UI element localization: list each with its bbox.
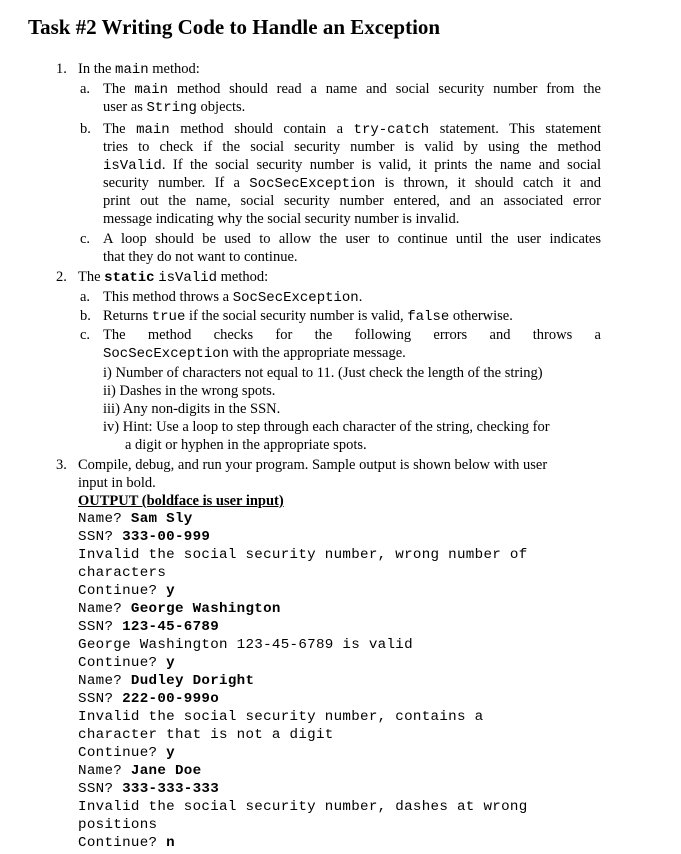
item-2c-iii: iii) Any non-digits in the SSN.	[103, 401, 281, 417]
output-line: George Washington 123-45-6789 is valid	[78, 637, 413, 653]
output-line: character that is not a digit	[78, 727, 334, 743]
item-1b-line4: security number. If a SocSecException is thrown, it should catch it and	[103, 175, 601, 192]
output-line: SSN? 123-45-6789	[78, 619, 220, 635]
item-1b-line6: message indicating why the social security number is invalid.	[103, 211, 460, 227]
item-2b-text: Returns true if the social security number is valid, false otherwise.	[103, 308, 513, 325]
output-line: Invalid the social security number, dashes at wrong	[78, 799, 528, 815]
item-1c-label: c.	[80, 231, 91, 247]
item-1a-label: a.	[80, 81, 91, 97]
output-line: Continue? y	[78, 583, 175, 599]
item-2c-iv-line1: iv) Hint: Use a loop to step through each character of the string, checking for	[103, 419, 550, 435]
output-line: positions	[78, 817, 158, 833]
output-line: Name? Dudley Doright	[78, 673, 255, 689]
output-line: Name? Jane Doe	[78, 763, 202, 779]
output-line: Invalid the social security number, wrong number of	[78, 547, 528, 563]
item-2-intro: The static isValid method:	[78, 269, 269, 286]
item-1a-line2: user as String objects.	[103, 99, 246, 116]
item-3-number: 3.	[56, 457, 67, 473]
output-line: SSN? 222-00-999o	[78, 691, 220, 707]
item-2c-line2: SocSecException with the appropriate message.	[103, 345, 406, 362]
output-line: SSN? 333-00-999	[78, 529, 211, 545]
item-2c-iv-line2: a digit or hyphen in the appropriate spots.	[125, 437, 367, 453]
item-2-number: 2.	[56, 269, 67, 285]
item-2a-text: This method throws a SocSecException.	[103, 289, 363, 306]
item-1b-line2: tries to check if the social security number is valid by using the method	[103, 139, 601, 155]
output-line: Invalid the social security number, contains a	[78, 709, 484, 725]
output-header: OUTPUT (boldface is user input)	[78, 493, 284, 509]
output-line: Continue? y	[78, 655, 175, 671]
page-title: Task #2 Writing Code to Handle an Exception	[28, 15, 441, 39]
item-2c-line1: The method checks for the following errors and throws a	[103, 327, 601, 343]
item-2c-i: i) Number of characters not equal to 11. (Just check the length of the string)	[103, 365, 543, 381]
output-line: Name? George Washington	[78, 601, 281, 617]
item-1c-line1: A loop should be used to allow the user to continue until the user indicates	[103, 231, 601, 247]
item-1b-label: b.	[80, 121, 91, 137]
item-1b-line3: isValid. If the social security number is valid, it prints the name and social	[103, 157, 601, 174]
item-3-line2: input in bold.	[78, 475, 156, 491]
output-line: SSN? 333-333-333	[78, 781, 220, 797]
item-1-number: 1.	[56, 61, 67, 77]
output-line: Continue? n	[78, 835, 175, 851]
item-1c-line2: that they do not want to continue.	[103, 249, 298, 265]
item-1-intro: In the main method:	[78, 61, 200, 78]
output-line: Continue? y	[78, 745, 175, 761]
item-1a-line1: The main method should read a name and social security number from the	[103, 81, 601, 98]
item-2a-label: a.	[80, 289, 91, 305]
item-1b-line5: print out the name, social security number entered, and an associated error	[103, 193, 601, 209]
item-2c-ii: ii) Dashes in the wrong spots.	[103, 383, 276, 399]
item-2b-label: b.	[80, 308, 91, 324]
item-2c-label: c.	[80, 327, 91, 343]
item-1b-line1: The main method should contain a try-catch statement. This statement	[103, 121, 601, 138]
output-line: characters	[78, 565, 167, 581]
item-3-line1: Compile, debug, and run your program. Sample output is shown below with user	[78, 457, 548, 473]
output-line: Name? Sam Sly	[78, 511, 193, 527]
